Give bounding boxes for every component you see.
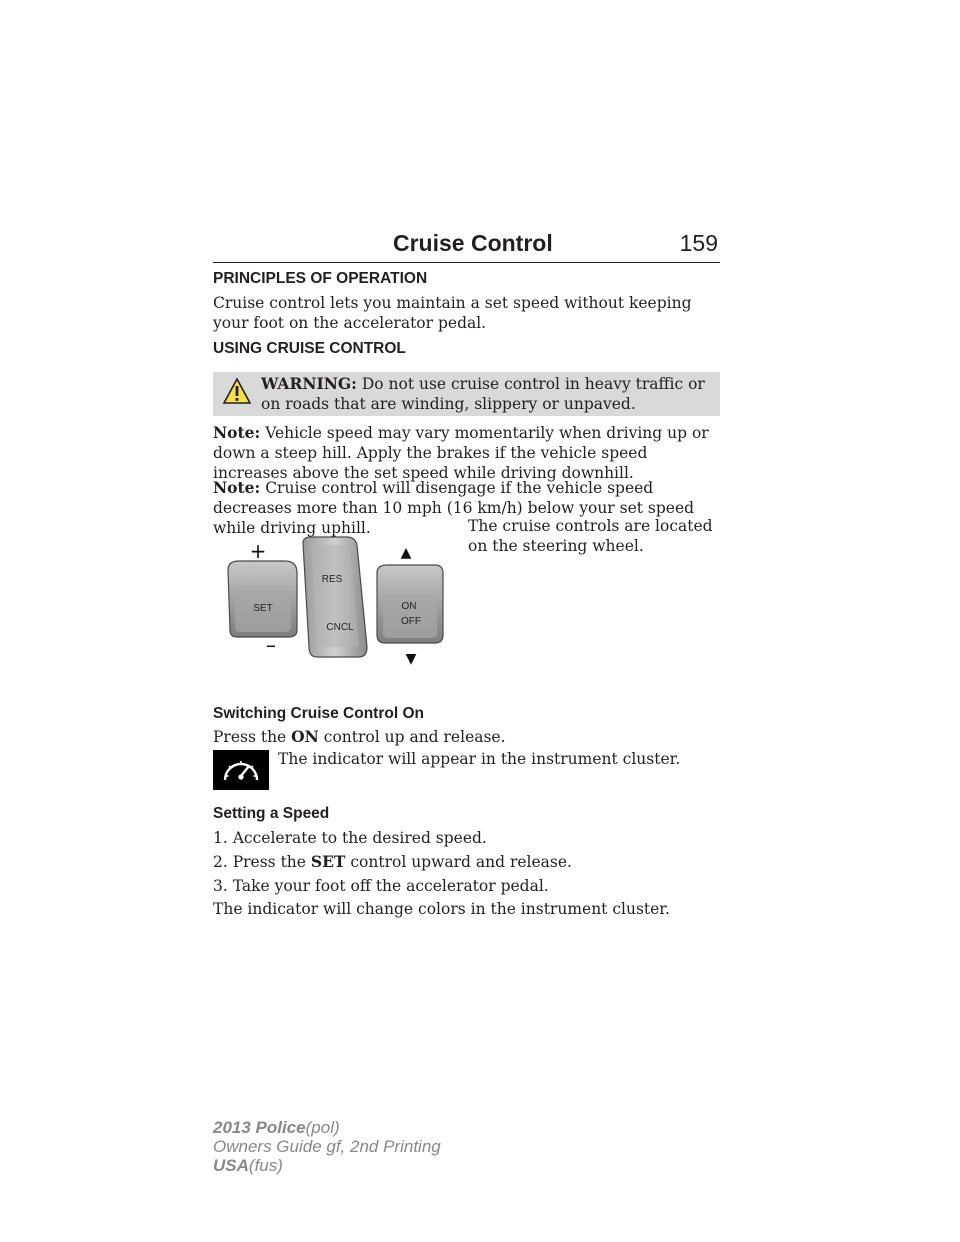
footer-line-3 [213,1156,441,1175]
off-label: OFF [401,616,421,627]
set-label: SET [253,603,273,614]
principles-text: Cruise control lets you maintain a set speed without keeping your foot on the accelerator pedal. [213,294,692,332]
warning-text [261,374,711,414]
setting-step-2 [213,852,720,872]
note-label: Note: [213,478,261,497]
minus-symbol: – [266,633,276,657]
on-label: ON [401,601,417,612]
set-button [228,561,297,637]
warning-icon [223,378,251,404]
warning-label: WARNING: [261,374,357,393]
setting-step-1: 1. Accelerate to the desired speed. [213,829,487,847]
set-control-name: SET [310,852,346,871]
cncl-label: CNCL [326,622,354,633]
footer-line-1 [213,1118,441,1137]
using-heading: USING CRUISE CONTROL [213,340,406,357]
cruise-indicator-icon [213,750,269,790]
chapter-title: Cruise Control [393,230,553,256]
note-downhill [213,423,720,483]
principles-heading: PRINCIPLES OF OPERATION [213,270,428,287]
setting-step-3: 3. Take your foot off the accelerator pedal. [213,877,549,895]
text-fragment: control upward and release. [345,853,572,871]
cruise-controls-illustration [225,535,450,665]
footer-model-code: (pol) [305,1118,340,1137]
speedometer-icon [213,750,269,790]
plus-symbol: + [249,539,267,563]
on-off-button [377,565,443,643]
indicator-text: The indicator will appear in the instrument cluster. [278,750,681,768]
footer-line-2: Owners Guide gf, 2nd Printing [213,1137,441,1156]
page-number: 159 [679,230,718,256]
warning-box [213,372,720,416]
note-body: Cruise control will disengage if the vehicle speed decreases more than 10 mph (16 km/h) below your set speed while driving uphill. [213,479,695,537]
figure-caption: The cruise controls are located on the steering wheel. [468,517,713,555]
setting-closing: The indicator will change colors in the instrument cluster. [213,900,670,918]
text-fragment: 2. Press the [213,853,311,871]
footer-model: 2013 Police [213,1118,306,1137]
note-label: Note: [213,423,261,442]
text-fragment: control up and release. [318,728,506,746]
switching-instruction [213,727,720,747]
arrow-down-icon: ▼ [405,651,417,665]
on-control-name: ON [291,727,319,746]
page-header [213,228,720,263]
footer-market: USA [213,1156,249,1175]
footer-market-code: (fus) [248,1156,283,1175]
text-fragment: Press the [213,728,292,746]
page-footer [213,1118,441,1175]
setting-heading: Setting a Speed [213,805,330,822]
res-cncl-rocker [303,537,367,657]
switching-heading: Switching Cruise Control On [213,705,424,722]
arrow-up-icon: ▲ [400,545,412,561]
warning-body: Do not use cruise control in heavy traffic or on roads that are winding, slippery or unpaved. [261,375,705,413]
res-label: RES [321,574,343,585]
note-body: Vehicle speed may vary momentarily when driving up or down a steep hill. Apply the brakes if the vehicle speed increases above the set speed while driving downhill. [213,424,709,482]
